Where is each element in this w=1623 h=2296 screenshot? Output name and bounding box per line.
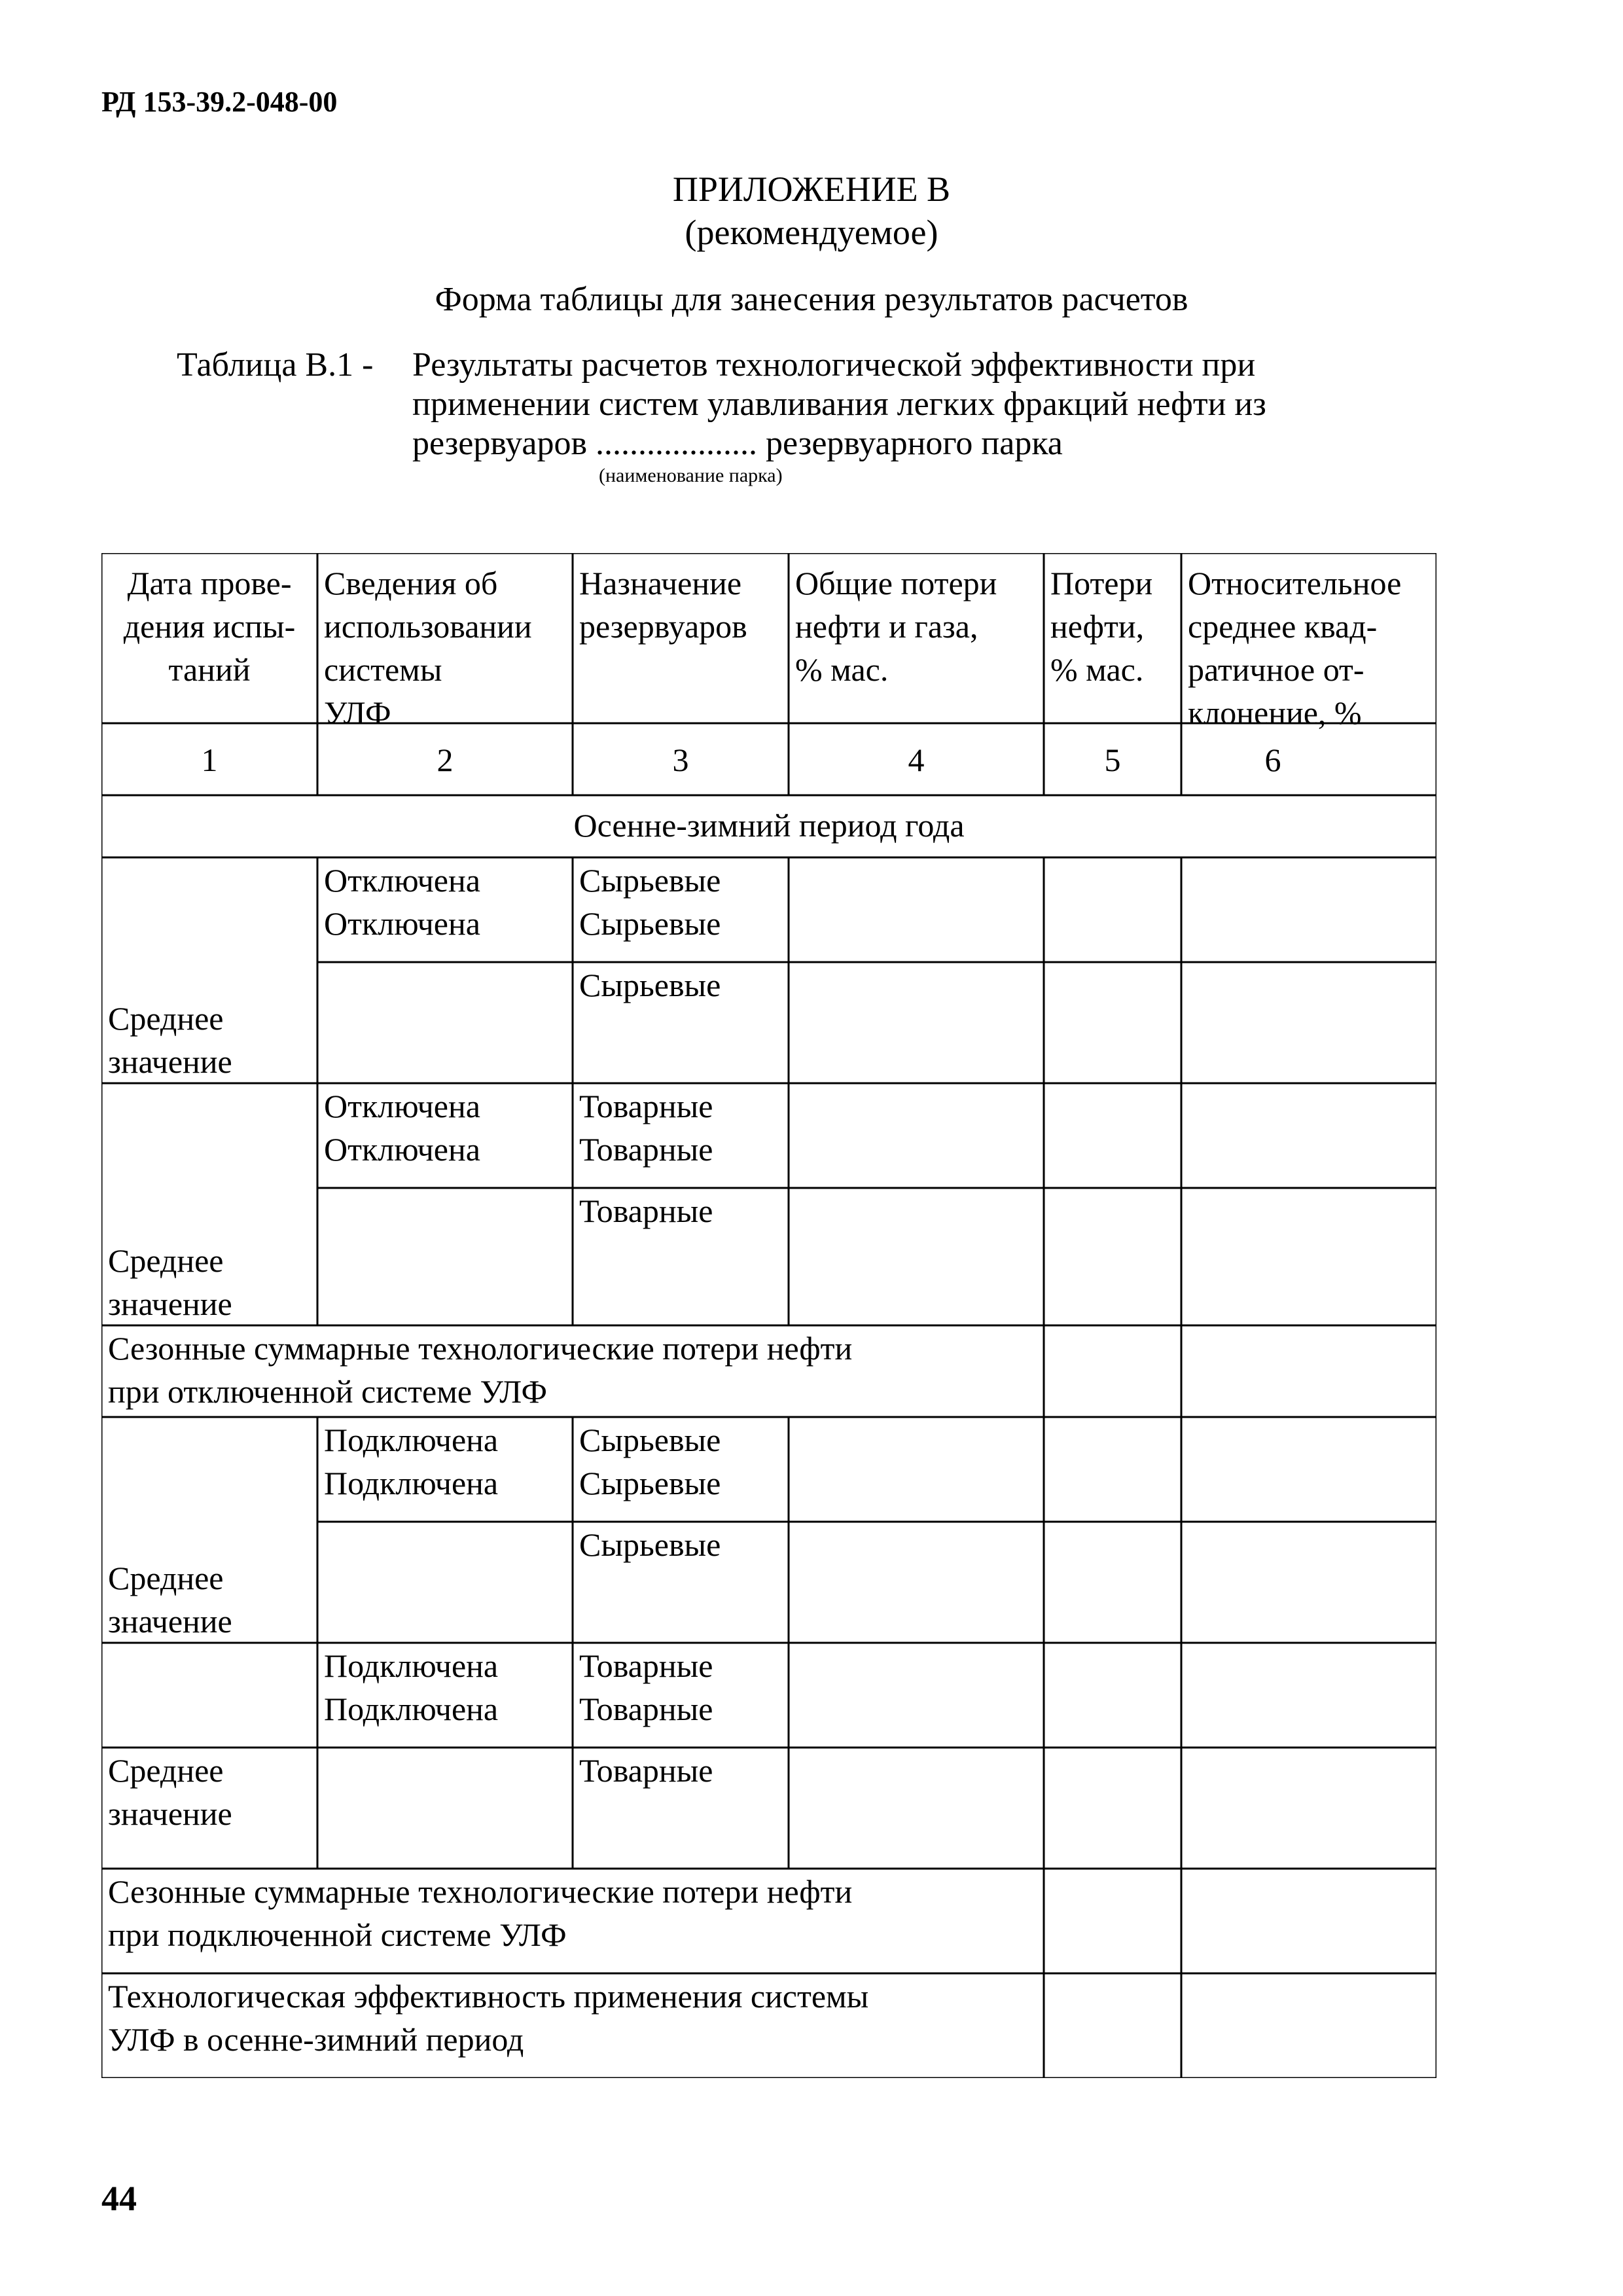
- average-label: Среднее значение: [108, 1560, 232, 1640]
- caption-line: резервуаров ................... резервуарного парка: [412, 425, 1063, 462]
- summary-off-label: Сезонные суммарные технологические потери нефти при отключенной системе УЛФ: [108, 1330, 853, 1410]
- average-label: Среднее значение: [108, 1000, 232, 1080]
- header-date: Дата прове-дения испы-таний: [123, 565, 296, 688]
- header-tank-purpose: Назначение резервуаров: [579, 565, 747, 645]
- avg-tank-type: Сырьевые: [579, 1526, 721, 1563]
- header-oil-loss: Потери нефти, % мас.: [1050, 565, 1153, 688]
- average-label: Среднее значение: [108, 1242, 232, 1322]
- caption-line: Результаты расчетов технологической эффективности при: [412, 346, 1256, 384]
- column-number: 5: [1104, 742, 1121, 778]
- header-total-loss: Общие потери нефти и газа, % мас.: [795, 565, 997, 688]
- results-table: [101, 553, 1436, 2078]
- header-rms-deviation: Относительное среднее квад-ратичное от-клонение, %: [1188, 565, 1402, 731]
- appendix-title: ПРИЛОЖЕНИЕ В: [672, 170, 951, 209]
- table-caption-label: Таблица В.1 -: [177, 346, 374, 384]
- summary-on-label: Сезонные суммарные технологические потери нефти при подключенной системе УЛФ: [108, 1873, 853, 1953]
- page-number: 44: [101, 2179, 137, 2218]
- tank-type: Сырьевые Сырьевые: [579, 1422, 721, 1501]
- column-number: 3: [672, 742, 689, 778]
- tank-type: Товарные Товарные: [579, 1647, 713, 1727]
- ulf-status: Отключена Отключена: [324, 1088, 480, 1168]
- period-label: Осенне-зимний период года: [573, 807, 965, 844]
- ulf-status: Подключена Подключена: [324, 1647, 499, 1727]
- header-ulf-info: Сведения об использовании системы УЛФ: [324, 565, 532, 731]
- avg-tank-type: Товарные: [579, 1752, 713, 1789]
- avg-tank-type: Товарные: [579, 1193, 713, 1229]
- column-number: 1: [201, 742, 218, 778]
- caption-line: применении систем улавливания легких фракций нефти из: [412, 386, 1266, 423]
- efficiency-label: Технологическая эффективность применения системы УЛФ в осенне-зимний период: [108, 1978, 869, 2058]
- column-number: 6: [1264, 742, 1281, 778]
- tank-type: Товарные Товарные: [579, 1088, 713, 1168]
- avg-tank-type: Сырьевые: [579, 967, 721, 1003]
- ulf-status: Отключена Отключена: [324, 862, 480, 942]
- tank-type: Сырьевые Сырьевые: [579, 862, 721, 942]
- table-caption-text: [412, 346, 1459, 463]
- ulf-status: Подключена Подключена: [324, 1422, 499, 1501]
- appendix-subtitle: (рекомендуемое): [685, 213, 938, 252]
- column-number: 4: [908, 742, 925, 778]
- average-label: Среднее значение: [108, 1752, 232, 1832]
- park-name-note: (наименование парка): [599, 465, 783, 486]
- document-code: РД 153-39.2-048-00: [101, 86, 338, 118]
- form-title: Форма таблицы для занесения результатов расчетов: [435, 281, 1188, 318]
- column-number: 2: [437, 742, 454, 778]
